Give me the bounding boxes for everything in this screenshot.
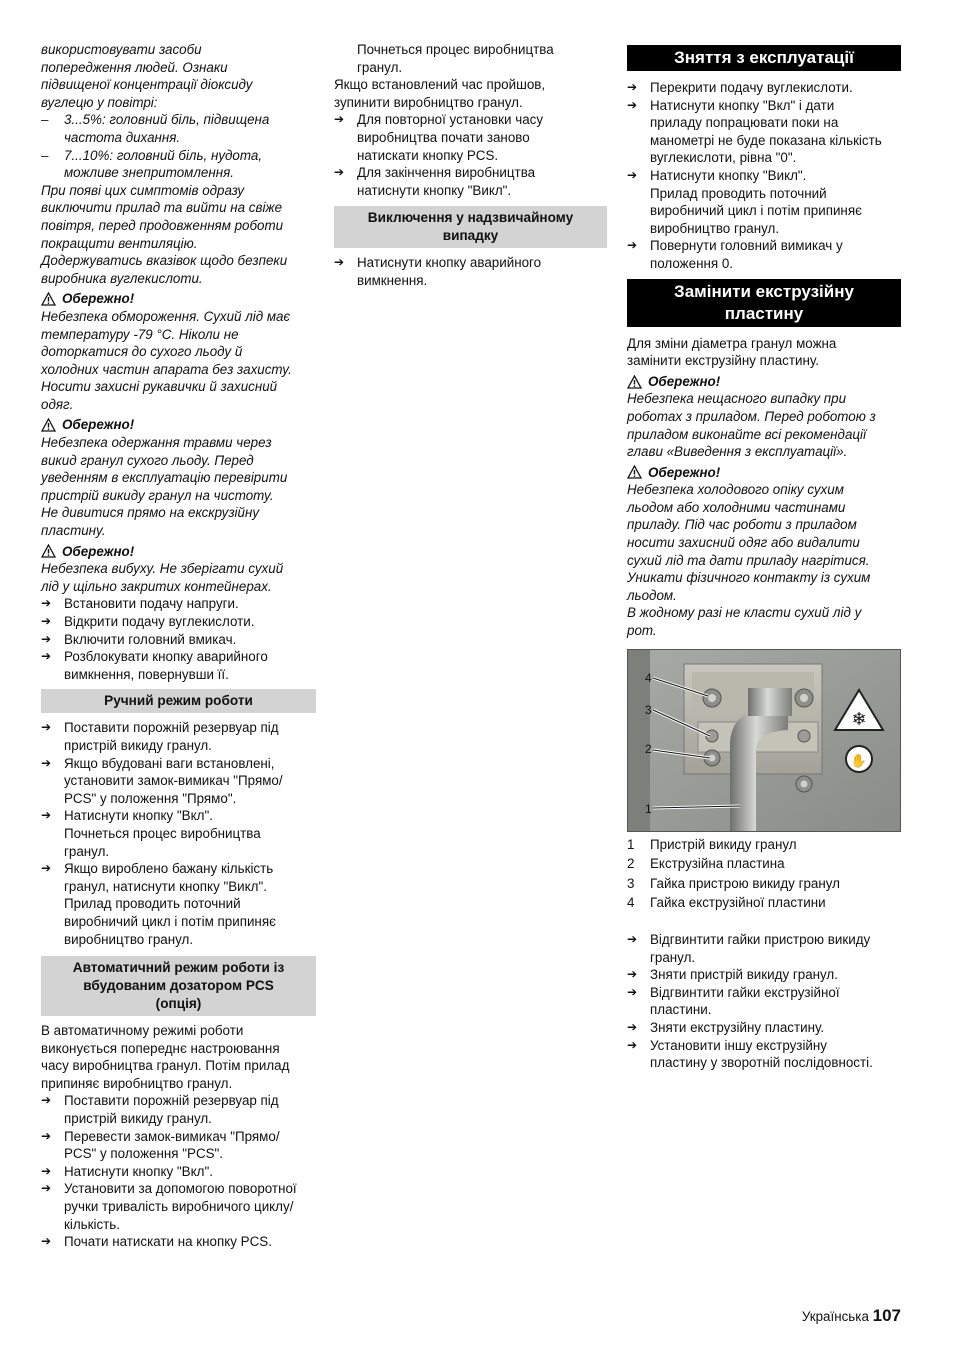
list-item: ➔ Для закінчення виробництва натиснути кнопку "Викл". [334,165,536,198]
list-item: ➔ Установити іншу екструзійну пластину у зворотній послідовності. [627,1037,873,1071]
list-item: ➔ Перевести замок-вимикач "Прямо/ PCS" у положення "PCS". [41,1128,280,1162]
arrow-right-icon: ➔ [41,1234,52,1249]
arrow-right-icon: ➔ [41,596,52,611]
warning-text-cold-burn: Небезпека холодового опіку сухим льодом або холодними частинами приладу. Під час роботи з приладом носити захисний одяг або видалити сухий лід та дати приладу нагрітися. Уникати фізичного контакту із сухим льодом. В жодному разі не класти сухий лід у рот. [627,482,871,639]
list-item: ➔ Розблокувати кнопку аварийного вимкнення, повернувши її. [41,649,268,682]
arrow-right-icon: ➔ [627,967,638,982]
page-footer [802,1307,901,1326]
arrow-right-icon: ➔ [41,808,52,823]
arrow-right-icon: ➔ [41,1128,52,1143]
arrow-right-icon: ➔ [627,1019,638,1034]
list-item: ➔ Натиснути кнопку "Вкл". Почнеться процес виробництва гранул. [41,808,261,859]
list-item: ➔ Перекрити подачу вуглекислоти. [627,80,853,95]
warning-triangle-icon [41,292,56,306]
warning-heading: Обережно! [41,543,316,561]
list-item: 2 Екструзійна пластина [627,856,785,872]
arrow-right-icon: ➔ [334,112,345,127]
warning-text-explosion: Небезпека вибуху. Не зберігати сухий лід у щільно закритих контейнерах. [41,561,284,594]
device-illustration [628,650,900,831]
arrow-right-icon: ➔ [627,80,638,94]
list-item: ➔ Встановити подачу напруги. [41,596,239,612]
list-item: ➔ Повернути головний вимикач у положення 0. [627,238,843,271]
warning-triangle-icon [41,418,56,432]
paragraph: Якщо встановлений час пройшов, зупинити виробництво гранул. [334,77,546,110]
arrow-right-icon: ➔ [627,238,638,253]
list-item: 3 Гайка пристрою викиду гранул [627,875,840,891]
warning-text-accident: Небезпека нещасного випадку при роботах з приладом. Перед роботою з приладом виконайте всі рекомендації глави «Виведення з експлуатації». [627,391,876,460]
section-heading-emergency: Виключення у надзвичайному випадку [334,206,607,248]
replace-steps [627,931,901,1072]
list-item: ➔ Для повторної установки часу виробництва почати заново натискати кнопку PCS. [334,112,544,163]
warning-triangle-icon [627,375,642,389]
arrow-right-icon: ➔ [41,649,52,664]
intro-text: використовувати засоби попередження людей. Ознаки підвищеної концентрації діоксиду вуглецю у повітрі: [41,42,253,110]
list-item: ➔ Відгвинтити гайки пристрою викиду гранул. [627,932,871,965]
arrow-right-icon: ➔ [41,861,52,876]
list-item: ➔ Якщо вбудовані ваги встановлені, установити замок-вимикач "Прямо/ PCS" у положення "Прямо". [41,755,283,806]
co2-symptom-list [41,111,316,181]
warning-triangle-icon [41,544,56,558]
list-item: ➔ Відгвинтити гайки екструзійної пластини. [627,984,840,1018]
list-item: ➔ Почати натискати на кнопку PCS. [41,1234,272,1250]
list-item: – 3...5%: головний біль, підвищена частота дихання. [41,112,270,145]
startup-steps [41,595,316,683]
list-item: ➔ Відкрити подачу вуглекислоти. [41,614,255,629]
list-item: ➔ Натиснути кнопку "Вкл" і дати приладу попрацювати поки на манометрі не буде показана кількість вуглекислоти, рівна "0". [627,97,882,166]
list-item: ➔ Натиснути кнопку аварийного вимкнення. [334,255,542,288]
arrow-right-icon: ➔ [41,614,52,628]
decommission-steps [627,79,901,273]
arrow-right-icon: ➔ [627,932,638,946]
emergency-steps [334,254,607,289]
arrow-right-icon: ➔ [41,720,52,735]
column-2 [334,41,607,290]
list-item: 1 Пристрій викиду гранул [627,836,797,852]
section-heading-decommission: Зняття з експлуатації [627,45,901,71]
arrow-right-icon: ➔ [334,255,345,270]
auto-intro: В автоматичному режимі роботи виконується попереднє настроювання часу виробництва гранул. Потім прилад припиняє виробництво гранул. [41,1023,290,1091]
replace-intro: Для зміни діаметра гранул можна замінити екструзійну пластину. [627,335,837,369]
warning-heading: Обережно! [627,373,901,391]
arrow-right-icon: ➔ [627,984,638,999]
list-item: 4 Гайка екструзійної пластини [627,895,826,911]
list-item: – 7...10%: головний біль, нудота, можливе знепритомлення. [41,147,263,181]
section-heading-manual: Ручний режим роботи [41,689,316,713]
warning-heading: Обережно! [41,416,316,434]
page-number: 107 [872,1306,901,1325]
list-item: ➔ Натиснути кнопку "Вкл". [41,1163,213,1179]
arrow-right-icon: ➔ [41,631,52,646]
extrusion-plate-photo [627,649,901,832]
callout-4: 4 [645,670,652,685]
callout-3: 3 [645,702,652,717]
list-item: ➔ Включити головний вмикач. [41,631,237,647]
arrow-right-icon: ➔ [627,1037,638,1052]
arrow-right-icon: ➔ [41,1163,52,1178]
manual-steps [41,719,316,948]
section-heading-replace-plate: Замінити екструзійну пластину [627,279,901,327]
list-item: ➔ Поставити порожній резервуар під пристрій викиду гранул. [41,720,279,753]
warning-heading: Обережно! [41,290,316,308]
warning-text-frostbite: Небезпека обмороження. Сухий лід має температуру -79 °C. Ніколи не доторкатися до сухого льоду й холодних частин апарата без захисту. Носити захисні рукавички й захисний одяг. [41,308,292,412]
list-item: ➔ Поставити порожній резервуар під пристрій викиду гранул. [41,1093,279,1127]
warning-heading: Обережно! [627,464,901,482]
arrow-right-icon: ➔ [334,165,345,180]
footer-language: Українська [801,1309,869,1324]
section-heading-auto: Автоматичний режим роботи із вбудованим дозатором PCS (опція) [41,956,316,1016]
callout-2: 2 [645,741,652,756]
column-1 [41,41,316,1251]
arrow-right-icon: ➔ [41,1181,52,1196]
callout-1: 1 [645,801,652,816]
auto-steps [41,1092,316,1250]
list-item: ➔ Зняти екструзійну пластину. [627,1019,825,1035]
warning-text-injury: Небезпека одержання травми через викид гранул сухого льоду. Перед уведенням в експлуатацію перевірити пристрій викиду гранул на чистоту. Не дивитися прямо на екскрузійну пластину. [41,435,288,539]
symptom-advice: При появі цих симптомів одразу виключити прилад та вийти на свіже повітря, перед продовженням роботи покращити вентиляцію. Додержуватись вказівок щодо безпеки виробника вуглекислоти. [41,182,288,286]
column-3 [627,45,901,1072]
svg-text:❄: ❄ [851,708,867,730]
pcs-steps [334,111,607,199]
svg-text:✋: ✋ [850,753,868,769]
list-item: ➔ Якщо вироблено бажану кількість гранул, натиснути кнопку "Викл". Прилад проводить поточний виробничий цикл і потім припиняє виробництво гранул. [41,861,276,947]
warning-triangle-icon [627,465,642,479]
photo-legend [627,836,901,912]
arrow-right-icon: ➔ [627,97,638,112]
list-item: ➔ Зняти пристрій викиду гранул. [627,967,838,983]
list-item: ➔ Установити за допомогою поворотної ручки тривалість виробничого циклу/ кількість. [41,1181,297,1232]
arrow-right-icon: ➔ [41,755,52,770]
arrow-right-icon: ➔ [627,167,638,182]
continued-text: Почнеться процес виробництва гранул. [357,42,554,75]
arrow-right-icon: ➔ [41,1093,52,1108]
list-item: ➔ Натиснути кнопку "Викл". Прилад проводить поточний виробничий цикл і потім припиняє виробництво гранул. [627,167,862,236]
